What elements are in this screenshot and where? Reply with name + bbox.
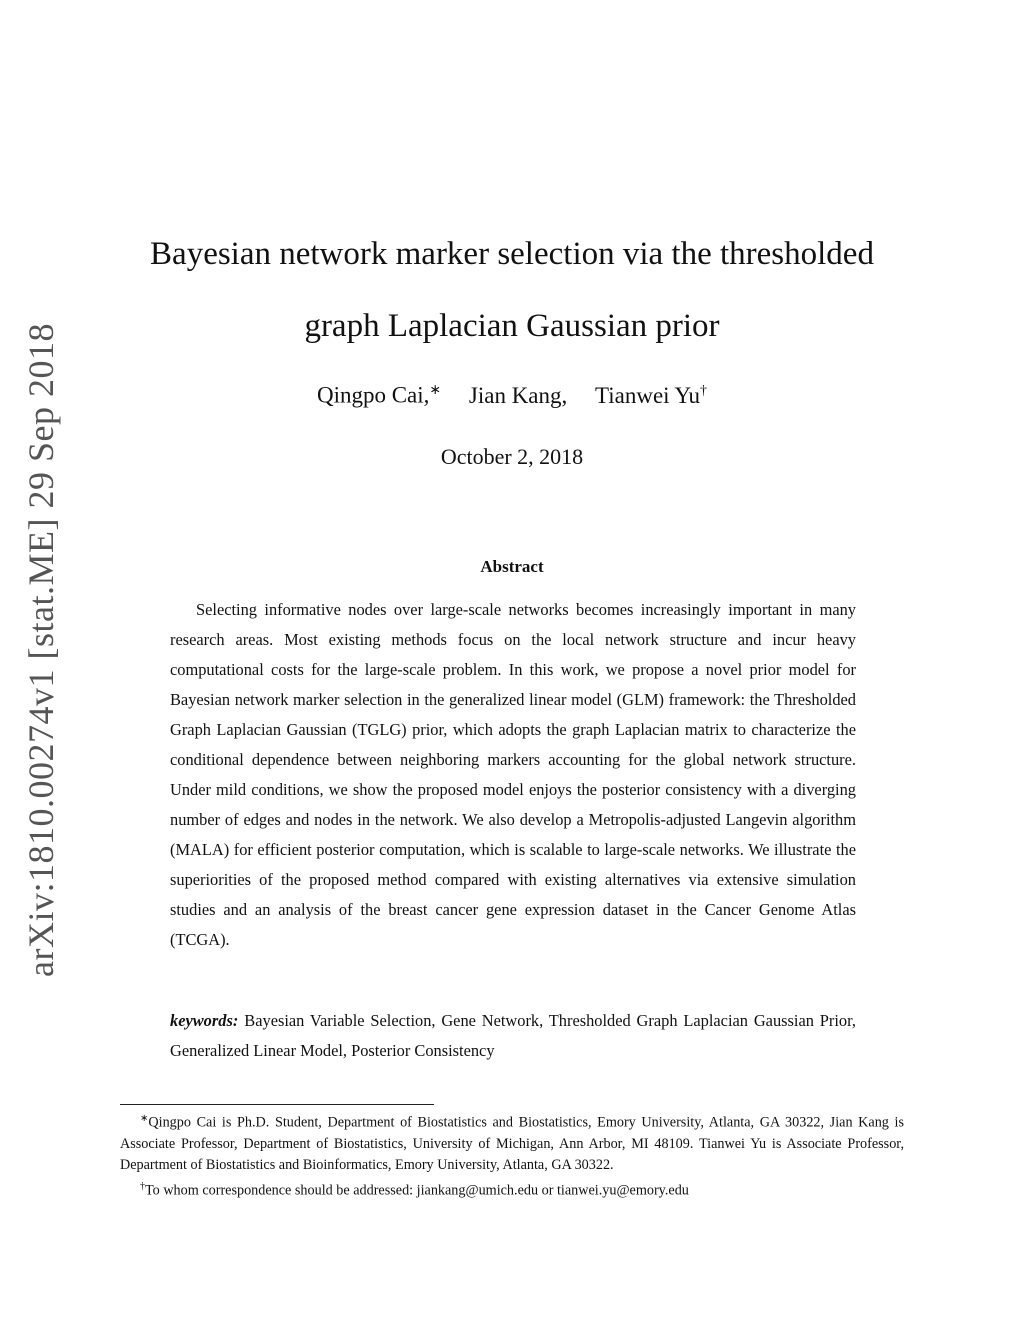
- author-name: Qingpo Cai,: [316, 382, 430, 408]
- keywords-label: keywords:: [170, 1011, 239, 1030]
- footnote-affiliations: [120, 1108, 904, 1176]
- author-name: Tianwei Yu: [595, 382, 701, 408]
- footnote-text: Qingpo Cai is Ph.D. Student, Department of Biostatistics and Biostatistics, Emory University, Atlanta, GA 30322, Jian Kang is Associate Professor, Department of Biostatistics, University of Michigan, Ann Arbor, MI 48109. Tianwei Yu is Associate Professor, Department of Biostatistics and Bioinformatics, Emory University, Atlanta, GA 30322.: [120, 1114, 904, 1173]
- author-footnote-mark: †: [700, 383, 708, 398]
- author-list: [0, 382, 1024, 409]
- publication-date: October 2, 2018: [440, 444, 584, 469]
- footnote-divider: [120, 1104, 434, 1105]
- footnote-mark: †: [140, 1180, 145, 1192]
- author-footnote-mark: ∗: [429, 383, 442, 398]
- arxiv-identifier-stamp: arXiv:1810.00274v1 [stat.ME] 29 Sep 2018: [21, 323, 61, 977]
- author-3: [595, 383, 707, 409]
- footnote-mark: ∗: [140, 1113, 149, 1124]
- author-2: [469, 383, 567, 409]
- footnote-text: To whom correspondence should be addressed: jiankang@umich.edu or tianwei.yu@emory.edu: [145, 1182, 689, 1199]
- author-1: [317, 382, 441, 409]
- footnotes: [120, 1108, 904, 1201]
- abstract-text: Selecting informative nodes over large-scale networks becomes increasingly important in many research areas. Most existing methods focus on the local network structure and incur heavy computational costs for the large-scale problem. In this work, we propose a novel prior model for Bayesian network marker selection in the generalized linear model (GLM) framework: the Thresholded Graph Laplacian Gaussian (TGLG) prior, which adopts the graph Laplacian matrix to characterize the conditional dependence between neighboring markers accounting for the global network structure. Under mild conditions, we show the proposed model enjoys the posterior consistency with a diverging number of edges and nodes in the network. We also develop a Metropolis-adjusted Langevin algorithm (MALA) for efficient posterior computation, which is scalable to large-scale networks. We illustrate the superiorities of the proposed method compared with existing alternatives via extensive simulation studies and an analysis of the breast cancer gene expression dataset in the Cancer Genome Atlas (TCGA).: [170, 600, 856, 949]
- paper-title: Bayesian network marker selection via the thresholded graph Laplacian Gaussian prior: [150, 236, 874, 344]
- keywords-text: Bayesian Variable Selection, Gene Network, Thresholded Graph Laplacian Gaussian Prior, Generalized Linear Model, Posterior Consistency: [170, 1011, 856, 1060]
- keywords-paragraph: [170, 1006, 856, 1066]
- author-name: Jian Kang,: [468, 382, 568, 408]
- abstract-heading: Abstract: [480, 557, 544, 576]
- footnote-correspondence: [120, 1176, 904, 1202]
